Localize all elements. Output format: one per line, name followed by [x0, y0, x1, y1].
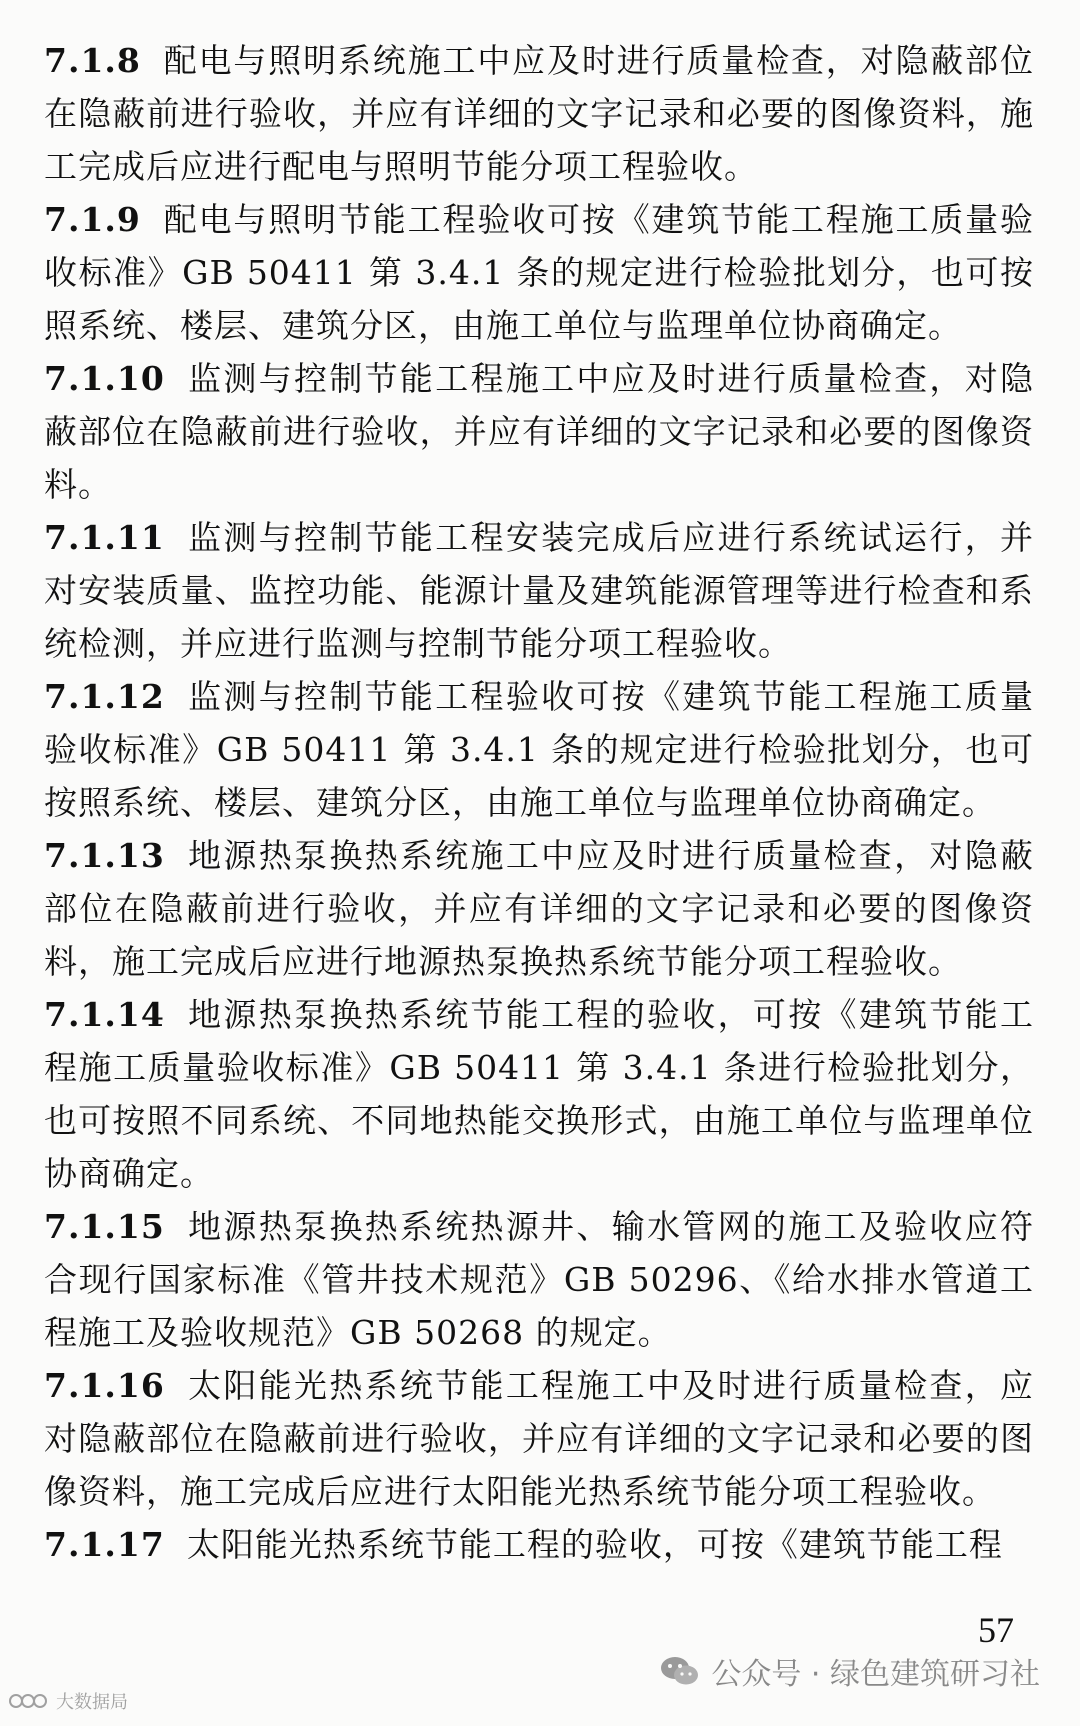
clause-7-1-17 [44, 1518, 1034, 1571]
site-watermark [8, 1688, 128, 1714]
clause-text: 太阳能光热系统节能工程施工中及时进行质量检查，应对隐蔽部位在隐蔽前进行验收，并应有详细的文字记录和必要的图像资料，施工完成后应进行太阳能光热系统节能分项工程验收。 [44, 1366, 1034, 1511]
clause-7-1-15 [44, 1200, 1034, 1359]
clause-number: 7.1.17 [44, 1525, 165, 1564]
page-number: 57 [978, 1610, 1014, 1650]
clause-text: 监测与控制节能工程安装完成后应进行系统试运行，并对安装质量、监控功能、能源计量及建筑能源管理等进行检查和系统检测，并应进行监测与控制节能分项工程验收。 [44, 518, 1034, 663]
clause-text: 监测与控制节能工程施工中应及时进行质量检查，对隐蔽部位在隐蔽前进行验收，并应有详细的文字记录和必要的图像资料。 [44, 359, 1034, 504]
clause-number: 7.1.8 [44, 41, 141, 80]
clause-7-1-9 [44, 193, 1034, 352]
clause-7-1-12 [44, 670, 1034, 829]
clause-7-1-13 [44, 829, 1034, 988]
clause-number: 7.1.14 [44, 995, 165, 1034]
clause-7-1-11 [44, 511, 1034, 670]
clause-number: 7.1.10 [44, 359, 165, 398]
clause-7-1-16 [44, 1359, 1034, 1518]
clause-text: 配电与照明节能工程验收可按《建筑节能工程施工质量验收标准》GB 50411 第 3.4.1 条的规定进行检验批划分，也可按照系统、楼层、建筑分区，由施工单位与监理单位协商确定。 [44, 200, 1034, 345]
document-page [44, 34, 1034, 1571]
wechat-account-text: 公众号 · 绿色建筑研习社 [711, 1657, 1040, 1692]
clause-number: 7.1.15 [44, 1207, 165, 1246]
clause-text: 太阳能光热系统节能工程的验收，可按《建筑节能工程 [186, 1525, 1003, 1564]
clause-text: 监测与控制节能工程验收可按《建筑节能工程施工质量验收标准》GB 50411 第 3.4.1 条的规定进行检验批划分，也可按照系统、楼层、建筑分区，由施工单位与监理单位协商确定。 [44, 677, 1034, 822]
clause-text: 配电与照明系统施工中应及时进行质量检查，对隐蔽部位在隐蔽前进行验收，并应有详细的文字记录和必要的图像资料，施工完成后应进行配电与照明节能分项工程验收。 [44, 41, 1034, 186]
watermark-logo-icon [8, 1692, 50, 1710]
wechat-icon [659, 1654, 701, 1688]
wechat-watermark [659, 1649, 1040, 1693]
clause-number: 7.1.12 [44, 677, 165, 716]
clause-text: 地源热泵换热系统热源井、输水管网的施工及验收应符合现行国家标准《管井技术规范》GB 50296、《给水排水管道工程施工及验收规范》GB 50268 的规定。 [44, 1207, 1034, 1352]
clause-text: 地源热泵换热系统节能工程的验收，可按《建筑节能工程施工质量验收标准》GB 50411 第 3.4.1 条进行检验批划分，也可按照不同系统、不同地热能交换形式，由施工单位与监理单位协商确定。 [44, 995, 1034, 1193]
clause-7-1-8 [44, 34, 1034, 193]
watermark-text: 大数据局 [56, 1692, 128, 1713]
clause-number: 7.1.16 [44, 1366, 165, 1405]
clause-number: 7.1.11 [44, 518, 165, 557]
clause-7-1-10 [44, 352, 1034, 511]
clause-7-1-14 [44, 988, 1034, 1200]
clause-number: 7.1.9 [44, 200, 141, 239]
clause-text: 地源热泵换热系统施工中应及时进行质量检查，对隐蔽部位在隐蔽前进行验收，并应有详细的文字记录和必要的图像资料，施工完成后应进行地源热泵换热系统节能分项工程验收。 [44, 836, 1034, 981]
clause-number: 7.1.13 [44, 836, 165, 875]
